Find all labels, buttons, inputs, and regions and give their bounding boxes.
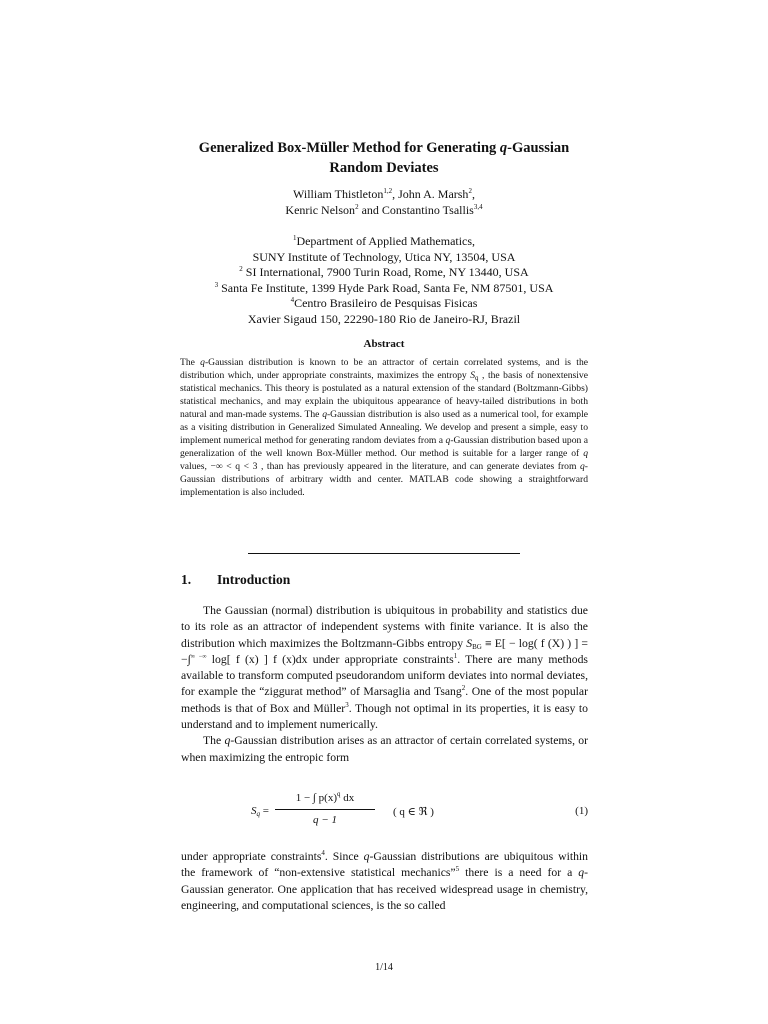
section-heading: 1. Introduction [181,572,291,587]
affiliation-line: $^3$ Santa Fe Institute, 1399 Hyde Park Road, Santa Fe, NM 87501, USA [214,280,554,295]
author-list: William Thistleton$^{1,2}$, John A. Marsh$^2$, Kenric Nelson$^2$ and Constantino Tsallis$^{3,4}$ [285,187,483,217]
abstract-text: The q-Gaussian distribution is known to be an attractor of certain correlated systems, and is the distribution which, under appropriate constraints, maximizes the entropy $S_q$ , the basis of nonextensive statistical mechanics. This theory is postulated as a natural extension of the standard (Boltzmann-Gibbs) statistical mechanics, and may explain the ubiquitous appearance of heavy-tailed distributions in both natural and man-made systems. The q-Gaussian distribution is also used as a numerical tool, for example as a visiting distribution in Generalized Simulated Annealing. We develop and present a simple, easy to implement numerical method for generating random deviates from a q-Gaussian distribution based upon a generalization of the well known Box-Müller method. Our method is suitable for a larger range of q values, −∞ < q < 3 , than has previously appeared in the literature, and can generate deviates from q-Gaussian distributions of arbitrary width and center. MATLAB code showing a straightforward implementation is also included. [180,357,588,498]
abstract-heading: Abstract [363,338,405,350]
equation-fraction: 1 − ∫ $p(x)^q$ dx q − 1 [275,788,375,829]
paper-title: Generalized Box-Müller Method for Generating q-Gaussian Random Deviates [198,140,570,176]
equation-1: $S_q$ = 1 − ∫ $p(x)^q$ dx q − 1 ( q ∈ ℜ ) (1) [181,788,588,836]
affiliation-line: $^4$Centro Brasileiro de Pesquisas Fisicas [290,296,478,310]
section-divider [248,553,520,554]
affiliation-line: SUNY Institute of Technology, Utica NY, 13504, USA [252,249,516,264]
intro-paragraph-continued: under appropriate constraints$^4$. Since q-Gaussian distributions are ubiquitous within the framework of “non-extensive statistical mechanics”$^5$ there is a need for a q-Gaussian generator. One application that has received widespread usage in chemistry, engineering, and computational sciences, is the so called [181,849,589,912]
affiliations [150,234,618,327]
affiliation-line: $^2$ SI International, 7900 Turin Road, Rome, NY 13440, USA [239,265,529,279]
affiliation-line: $^1$Department of Applied Mathematics, [292,234,476,248]
intro-paragraph: The Gaussian (normal) distribution is ubiquitous in probability and statistics due to its role as an attractor of independent systems with finite variance. It is also the distribution which maximizes the Boltzmann-Gibbs entropy $S_{BG} \equiv E[ - \log$( f (X) ) ] = −∫∞ −∞ log[ f (x) ] f (x)dx under appropriate constraints$^1$. There are many methods available to transform computed pseudorandom uniform deviates into normal deviates, for example the “ziggurat method” of Marsaglia and Tsang$^2$. One of the most popular methods is that of Box and Müller$^3$. Though not optimal in its properties, it is easy to understand and to implement numerically. The q-Gaussian distribution arises as an attractor of certain correlated systems, or when maximizing the entropic form [181,604,589,764]
page-number: 1/14 [375,962,393,973]
equation-number: (1) [575,805,588,817]
affiliation-line: Xavier Sigaud 150, 22290-180 Rio de Janeiro-RJ, Brazil [247,311,521,326]
